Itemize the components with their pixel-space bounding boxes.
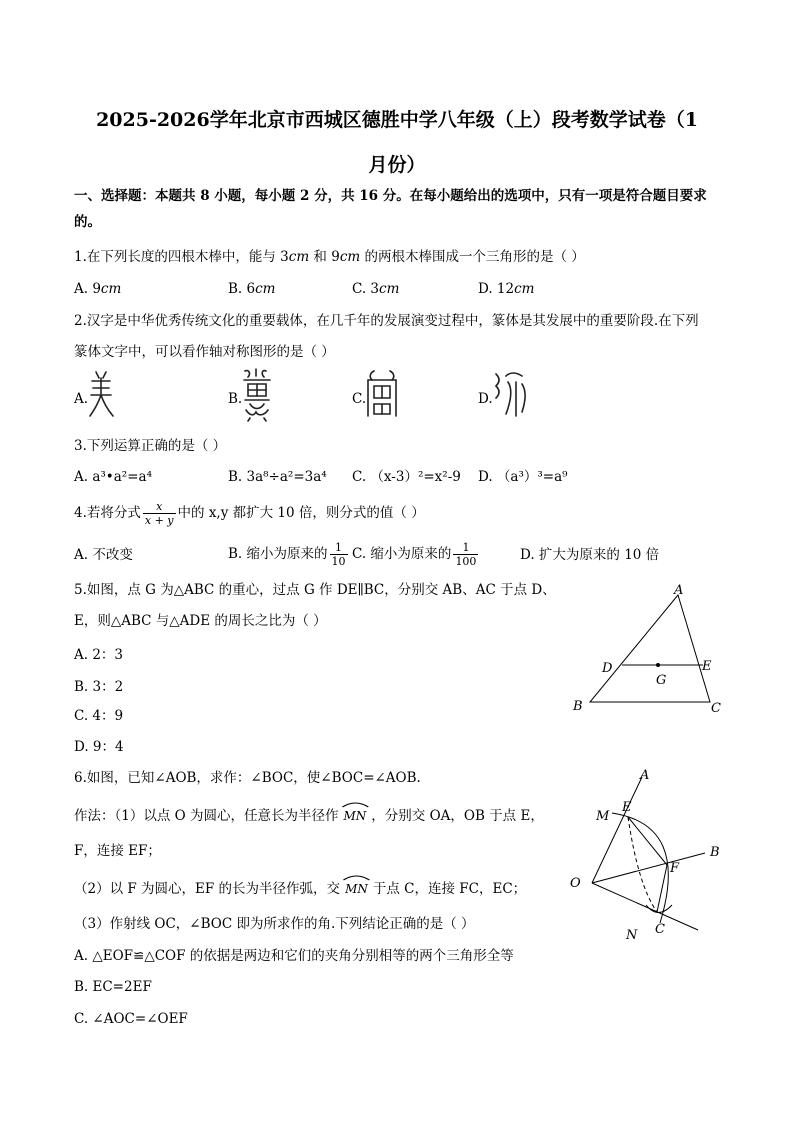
q3-option-b: B. 3a⁸÷a²=3a⁴ [228,469,327,485]
q4-option-c: C. 缩小为原来的 $\frac{1}{100}$ [352,541,477,568]
q5-option-b: B. 3：2 [74,679,124,695]
q5-option-c: C. 4：9 [74,708,124,724]
ray-oc [592,883,698,930]
q6-option-b: B. EC=2EF [74,979,152,995]
section-heading-line-2: 的。 [74,214,101,230]
q6-option-c: C. ∠AOC=∠OEF [74,1011,188,1027]
q5-option-a: A. 2：3 [74,647,124,663]
q4-option-a: A. 不改变 [74,547,133,563]
section-heading-line-1: 一、选择题：本题共 8 小题，每小题 2 分，共 16 分。在每小题给出的选项中，只有一项是符合题目要求 [74,188,707,204]
arc-mn-symbol: MN [341,806,370,826]
label-f: F [670,861,680,876]
seal-glyph-c-image [364,368,400,420]
label-b: B [573,699,583,714]
q4-option-d: D. 扩大为原来的 10 倍 [520,547,660,563]
title-line-2: 月份） [368,154,426,176]
label-g: G [656,673,667,688]
label-e: E [702,659,712,674]
question-5-line-2: E，则△ABC 与△ADE 的周长之比为（ ） [74,613,327,629]
segment-fc [657,865,667,912]
seal-glyph-a-image [86,368,116,420]
angle-construction-figure [560,765,736,945]
question-6-step-2: （2）以 F 为圆心，EF 的长为半径作弧，交 MN 于点 C，连接 FC，EC； [74,879,526,899]
question-6-line-1: 6.如图，已知∠AOB，求作：∠BOC，使∠BOC=∠AOB. [74,770,421,786]
q1-option-d: D. 12cm [478,281,535,297]
label-o: O [570,876,581,891]
label-d: D [602,661,613,676]
triangle-abc [590,595,710,702]
question-5-line-1: 5.如图，点 G 为△ABC 的重心，过点 G 作 DE∥BC，分别交 AB、AC 于点 D、 [74,582,556,598]
question-4-stem: 4.若将分式 $\frac{x}{x + y}$ 中的 x,y 都扩大 10 倍，则分式的值（ ） [74,500,425,527]
label-c: C [711,701,721,716]
arc-mn [612,813,668,923]
ray-ob [592,853,705,883]
q2-option-a-label: A. [74,391,89,407]
q2-option-b-label: B. [228,391,243,407]
q4-option-b: B. 缩小为原来的 $\frac{1}{10}$ [228,541,346,568]
ray-oa [592,777,642,883]
question-6-step-3: （3）作射线 OC，∠BOC 即为所求作的角.下列结论正确的是（ ） [74,916,475,932]
arc-through-c [646,905,672,913]
q2-option-d-label: D. [478,391,493,407]
label-b: B [710,845,720,860]
question-6-step-1: 作法：（1）以点 O 为圆心，任意长为半径作 MN ，分别交 OA，OB 于点 E， [74,806,544,826]
label-a: A [640,768,650,783]
q3-option-c: C. （x-3）²=x²-9 [352,469,461,485]
question-6-step-1-cont: F，连接 EF； [74,843,161,859]
question-2-line-1: 2.汉字是中华优秀传统文化的重要载体，在几千年的发展演变过程中，篆体是其发展中的重要阶段.在下列 [74,313,699,329]
q5-option-d: D. 9：4 [74,739,124,755]
segment-ef [628,817,667,865]
fraction-x-over-x-plus-y: $\frac{x}{x + y}$ [144,500,174,527]
q6-option-a: A. △EOF≌△COF 的依据是两边和它们的夹角分别相等的两个三角形全等 [74,948,514,964]
label-e: E [622,800,632,815]
q3-option-d: D. （a³）³=a⁹ [478,469,568,485]
centroid-point-g [656,663,660,667]
q3-option-a: A. a³•a²=a⁴ [74,469,152,485]
label-c: C [655,922,665,937]
label-m: M [596,809,610,824]
label-n: N [626,928,638,943]
section-heading [74,186,722,232]
q1-option-b: B. 6cm [228,281,276,297]
question-1-stem: 1.在下列长度的四根木棒中，能与 3cm 和 9cm 的两根木棒围成一个三角形的是（ ） [74,249,585,265]
title-line-1: 2025-2026学年北京市西城区德胜中学八年级（上）段考数学试卷（1 [96,109,698,131]
triangle-abc-figure [566,580,736,720]
q1-option-a: A. 9cm [74,281,122,297]
question-3-stem: 3.下列运算正确的是（ ） [74,438,227,454]
seal-glyph-d-image [492,368,528,420]
label-a: A [674,583,684,598]
exam-title [60,98,734,188]
seal-glyph-b-image [240,366,274,422]
question-2-line-2: 篆体文字中，可以看作轴对称图形的是（ ） [74,344,335,360]
q2-option-c-label: C. [352,391,367,407]
q1-option-c: C. 3cm [352,281,400,297]
